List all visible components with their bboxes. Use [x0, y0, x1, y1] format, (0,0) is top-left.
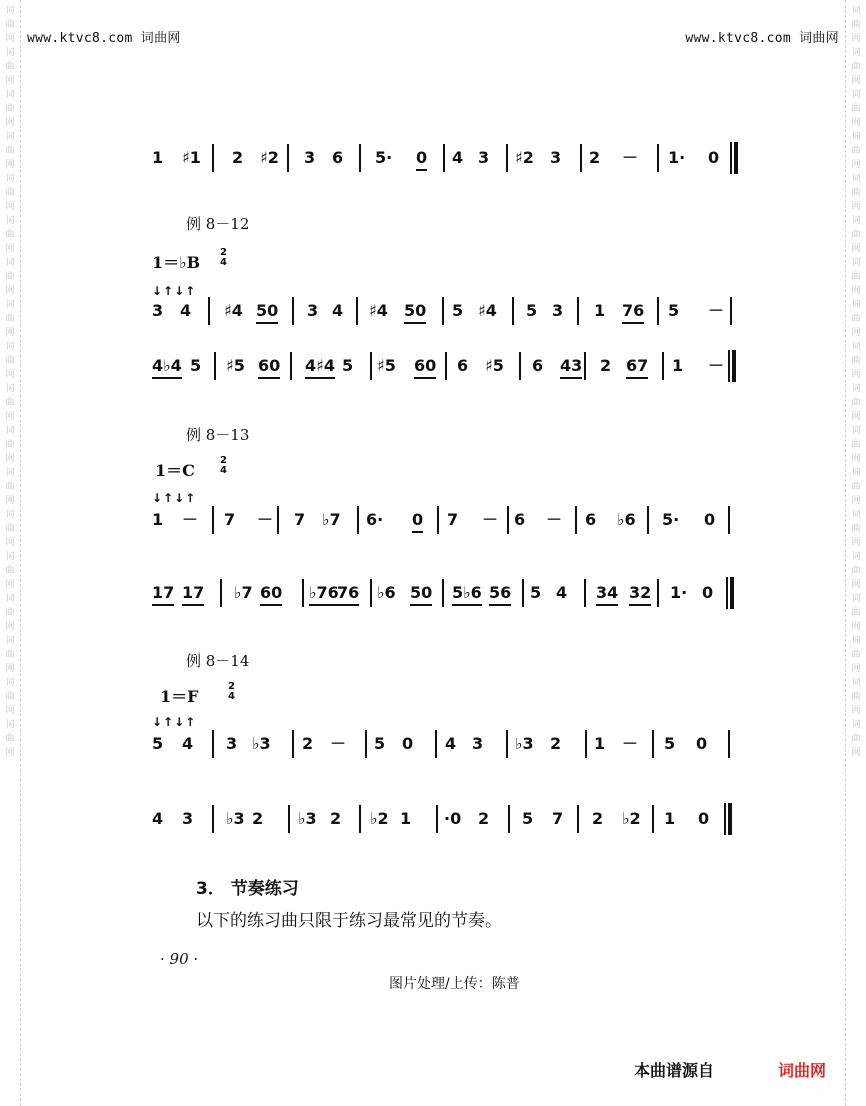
watermark-text-right: 词曲网词曲网词曲网词曲网词曲网词曲网词曲网词曲网词曲网词曲网词曲网词曲网词曲网词曲网词曲网词曲网词曲网词曲网	[851, 6, 861, 758]
bar-line	[728, 730, 730, 758]
final-barline	[724, 803, 732, 835]
bar-line	[212, 144, 214, 172]
example-label: 例 8－14	[186, 652, 250, 670]
note: 32	[629, 583, 651, 606]
note: 43	[560, 356, 582, 379]
note: 2	[330, 809, 342, 828]
bar-line	[214, 352, 216, 380]
right-watermark-strip	[845, 0, 866, 1106]
key-signature: 1＝C	[155, 461, 195, 480]
key-signature: 1＝♭B	[152, 253, 201, 272]
note: 3	[307, 301, 319, 320]
notation-line-7	[152, 809, 736, 837]
note: 56	[489, 583, 511, 606]
note: －	[330, 734, 347, 753]
bar-line	[436, 805, 438, 833]
footer-source-label: 本曲谱源自	[634, 1061, 715, 1080]
notation-line-1	[152, 148, 736, 176]
strum-arrows: ↓↑↓↑	[152, 715, 197, 729]
note: －	[182, 510, 199, 529]
note: －	[257, 510, 274, 529]
bar-line	[443, 144, 445, 172]
bar-line	[662, 352, 664, 380]
note: 2	[232, 148, 244, 167]
bar-line	[292, 297, 294, 325]
note: 76	[622, 301, 644, 324]
note: 1	[152, 148, 164, 167]
note: 5	[374, 734, 386, 753]
notation-line-2	[152, 301, 736, 329]
note: ♭3	[252, 734, 271, 753]
note: 4♯4	[305, 356, 335, 379]
note: ♯4	[369, 301, 388, 320]
note: 3	[304, 148, 316, 167]
example-label: 例 8－12	[186, 215, 250, 233]
bar-line	[506, 144, 508, 172]
note: 6	[585, 510, 597, 529]
bar-line	[356, 297, 358, 325]
note: 6·	[366, 510, 384, 529]
time-signature-bottom: 4	[220, 465, 227, 476]
bar-line	[584, 352, 586, 380]
note: ♭2	[370, 809, 389, 828]
bar-line	[365, 730, 367, 758]
note: 0	[696, 734, 708, 753]
note: ♯5	[377, 356, 396, 375]
footer-brand-link[interactable]: 词曲网	[778, 1061, 827, 1080]
note: 5	[526, 301, 538, 320]
bar-line	[442, 579, 444, 607]
upload-credit: 图片处理/上传：陈普	[389, 976, 520, 992]
header-site-right[interactable]: www.ktvc8.com 词曲网	[685, 31, 839, 46]
bar-line	[575, 506, 577, 534]
note: ♯1	[182, 148, 201, 167]
note: 67	[626, 356, 648, 379]
bar-line	[212, 730, 214, 758]
bar-line	[506, 730, 508, 758]
bar-line	[652, 730, 654, 758]
note: ♭6	[377, 583, 396, 602]
note: ♭3	[226, 809, 245, 828]
notation-line-6	[152, 734, 736, 762]
note: 7	[224, 510, 236, 529]
note: 1·	[668, 148, 686, 167]
bar-line	[728, 506, 730, 534]
bar-line	[519, 352, 521, 380]
note: 4	[445, 734, 457, 753]
note: ♯5	[485, 356, 504, 375]
bar-line	[584, 579, 586, 607]
bar-line	[435, 730, 437, 758]
note: 4	[152, 809, 164, 828]
note: 2	[589, 148, 601, 167]
bar-line	[442, 297, 444, 325]
note: 4	[452, 148, 464, 167]
bar-line	[292, 730, 294, 758]
note: 1	[594, 734, 606, 753]
note: ♯2	[260, 148, 279, 167]
note: ·0	[444, 809, 462, 828]
left-watermark-strip	[0, 0, 21, 1106]
note: 7	[447, 510, 459, 529]
note: 4	[182, 734, 194, 753]
note: ♭7	[322, 510, 341, 529]
note: 1·	[670, 583, 688, 602]
note: 5	[530, 583, 542, 602]
time-signature	[220, 248, 227, 268]
note: 3	[152, 301, 164, 320]
section-body: 以下的练习曲只限于练习最常见的节奏。	[196, 911, 502, 931]
note: ♯2	[515, 148, 534, 167]
note: 0	[402, 734, 414, 753]
note: ♭7	[234, 583, 253, 602]
note: 1	[664, 809, 676, 828]
time-signature-top: 2	[228, 681, 235, 692]
notation-line-5	[152, 583, 736, 611]
note: 3	[472, 734, 484, 753]
note: 2	[592, 809, 604, 828]
page-number: · 90 ·	[160, 950, 199, 968]
note: 7	[294, 510, 306, 529]
bar-line	[512, 297, 514, 325]
watermark-text-left: 词曲网词曲网词曲网词曲网词曲网词曲网词曲网词曲网词曲网词曲网词曲网词曲网词曲网词曲网词曲网词曲网词曲网词曲网	[5, 6, 15, 758]
note: －	[622, 148, 639, 167]
bar-line	[522, 579, 524, 607]
bar-line	[730, 297, 732, 325]
note: 17	[182, 583, 204, 606]
bar-line	[212, 506, 214, 534]
note: 5	[190, 356, 202, 375]
note: ♭3	[515, 734, 534, 753]
bar-line	[508, 805, 510, 833]
bar-line	[577, 297, 579, 325]
bar-line	[208, 297, 210, 325]
note: 1	[152, 510, 164, 529]
bar-line	[507, 506, 509, 534]
note: ♭2	[622, 809, 641, 828]
note: 3	[226, 734, 238, 753]
strum-arrows: ↓↑↓↑	[152, 284, 197, 298]
note: 0	[412, 510, 423, 533]
section-title: 3． 节奏练习	[196, 879, 299, 899]
note: 5	[342, 356, 354, 375]
note: 5	[668, 301, 680, 320]
bar-line	[445, 352, 447, 380]
note: 4	[332, 301, 344, 320]
note: 7	[552, 809, 564, 828]
note: －	[708, 301, 725, 320]
note: 1	[400, 809, 412, 828]
final-barline	[728, 350, 736, 382]
bar-line	[212, 805, 214, 833]
bar-line	[288, 805, 290, 833]
bar-line	[657, 144, 659, 172]
bar-line	[370, 352, 372, 380]
bar-line	[657, 579, 659, 607]
note: 34	[596, 583, 618, 606]
note: ♯5	[226, 356, 245, 375]
note: 5	[452, 301, 464, 320]
note: 5·	[662, 510, 680, 529]
note: 60	[414, 356, 436, 379]
note: 3	[552, 301, 564, 320]
note: 17	[152, 583, 174, 606]
note: 6	[532, 356, 544, 375]
note: ♭3	[298, 809, 317, 828]
time-signature-bottom: 4	[228, 691, 235, 702]
bar-line	[370, 579, 372, 607]
note: 5	[664, 734, 676, 753]
bar-line	[359, 144, 361, 172]
note: 2	[550, 734, 562, 753]
note: －	[622, 734, 639, 753]
note: 6	[332, 148, 344, 167]
note: 76	[337, 583, 359, 606]
note: 6	[457, 356, 469, 375]
note: 0	[704, 510, 716, 529]
note: －	[546, 510, 563, 529]
note: 60	[258, 356, 280, 379]
bar-line	[585, 730, 587, 758]
note: －	[482, 510, 499, 529]
bar-line	[580, 144, 582, 172]
bar-line	[437, 506, 439, 534]
bar-line	[359, 805, 361, 833]
bar-line	[277, 506, 279, 534]
note: 4	[180, 301, 192, 320]
note: ♭6	[617, 510, 636, 529]
example-label: 例 8－13	[186, 426, 250, 444]
header-site-left[interactable]: www.ktvc8.com 词曲网	[27, 31, 181, 46]
note: 2	[600, 356, 612, 375]
bar-line	[577, 805, 579, 833]
time-signature	[228, 682, 235, 702]
bar-line	[220, 579, 222, 607]
note: 1	[594, 301, 606, 320]
note: 5	[152, 734, 164, 753]
note: 2	[302, 734, 314, 753]
bar-line	[290, 352, 292, 380]
note: 2	[252, 809, 264, 828]
note: 50	[404, 301, 426, 324]
note: 50	[410, 583, 432, 606]
notation-line-4	[152, 510, 736, 538]
note: 5	[522, 809, 534, 828]
note: 1	[672, 356, 684, 375]
note: 0	[702, 583, 714, 602]
note: 5♭6	[452, 583, 482, 606]
time-signature	[220, 456, 227, 476]
final-barline	[730, 142, 738, 174]
time-signature-bottom: 4	[220, 257, 227, 268]
key-signature: 1＝F	[160, 687, 199, 706]
note: 3	[478, 148, 490, 167]
time-signature-top: 2	[220, 247, 227, 258]
final-barline	[726, 577, 734, 609]
note: 0	[698, 809, 710, 828]
note: 60	[260, 583, 282, 606]
note: 4♭4	[152, 356, 182, 379]
note: ♯4	[224, 301, 243, 320]
note: 2	[478, 809, 490, 828]
bar-line	[287, 144, 289, 172]
note: ♯4	[478, 301, 497, 320]
note: 5·	[375, 148, 393, 167]
note: 0	[416, 148, 427, 171]
bar-line	[647, 506, 649, 534]
time-signature-top: 2	[220, 455, 227, 466]
notation-line-3	[152, 356, 736, 384]
note: －	[708, 356, 725, 375]
note: 50	[256, 301, 278, 324]
bar-line	[302, 579, 304, 607]
note: 3	[550, 148, 562, 167]
note: 4	[556, 583, 568, 602]
strum-arrows: ↓↑↓↑	[152, 491, 197, 505]
note: 3	[182, 809, 194, 828]
bar-line	[357, 506, 359, 534]
note: ♭76	[309, 583, 339, 606]
note: 0	[708, 148, 720, 167]
note: 6	[514, 510, 526, 529]
bar-line	[657, 297, 659, 325]
bar-line	[652, 805, 654, 833]
